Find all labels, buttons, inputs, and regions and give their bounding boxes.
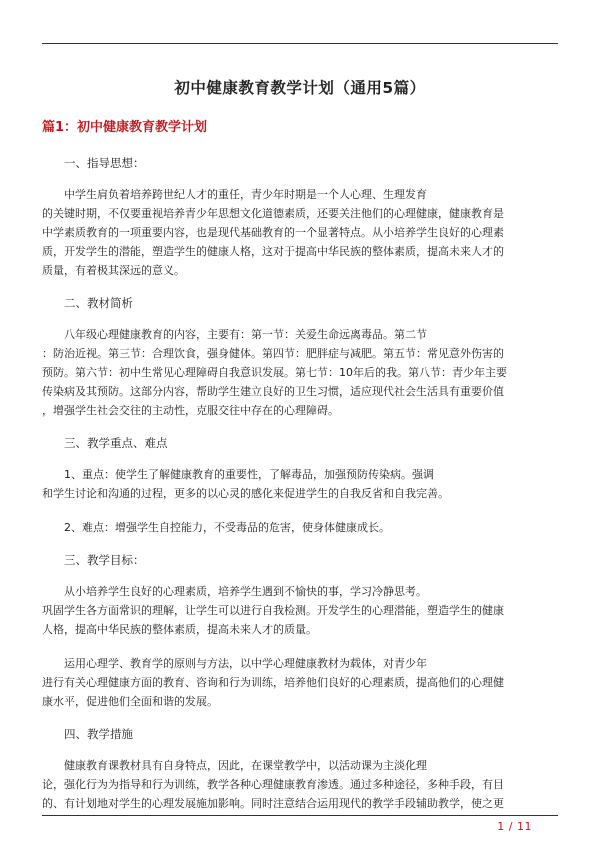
paragraph-line: 质，开发学生的潜能，塑造学生的健康人格，这对于提高中华民族的整体素质，提高未来人才的 bbox=[42, 245, 504, 258]
footer-rule bbox=[42, 815, 558, 816]
article-title: 篇1：初中健康教育教学计划 bbox=[42, 120, 208, 135]
paragraph-line: 进行有关心理健康方面的教育、咨询和行为训练，培养他们良好的心理素质，提高他们的心理健 bbox=[42, 676, 504, 689]
paragraph-line: 的关键时期，不仅要重视培养青少年思想文化道德素质，还要关注他们的心理健康，健康教育是 bbox=[42, 207, 504, 220]
paragraph-line: 中学生肩负着培养跨世纪人才的重任，青少年时期是一个人心理、生理发育 bbox=[64, 188, 427, 201]
paragraph-line: 2、难点：增强学生自控能力，不受毒品的危害，使身体健康成长。 bbox=[64, 521, 390, 534]
paragraph-line: 八年级心理健康教育的内容，主要有：第一节：关爱生命远离毒品。第二节 bbox=[64, 328, 427, 341]
paragraph-line: 康水平，促进他们全面和谐的发展。 bbox=[42, 695, 218, 708]
section-heading-key-points: 三、教学重点、难点 bbox=[64, 436, 168, 450]
paragraph bbox=[42, 185, 558, 280]
paragraph-line: 健康教育课教材具有自身特点，因此，在课堂教学中，以活动课为主淡化理 bbox=[64, 759, 427, 772]
paragraph-line: 中学素质教育的一项重要内容，也是现代基础教育的一个显著特点。从小培养学生良好的心理素 bbox=[42, 226, 504, 239]
document-body bbox=[42, 76, 558, 828]
section-heading-guiding-thought: 一、指导思想： bbox=[64, 156, 145, 170]
paragraph-line: ：防治近视。第三节：合理饮食，强身健体。第四节：肥胖症与减肥。第五节：常见意外伤害的 bbox=[42, 347, 504, 360]
paragraph bbox=[42, 756, 558, 813]
paragraph-line: 论，强化行为为指导和行为训练，教学各种心理健康教育渗透。通过多种途径，多种手段，有目 bbox=[42, 778, 504, 791]
paragraph-line: 和学生讨论和沟通的过程，更多的以心灵的感化来促进学生的自我反省和自我完善。 bbox=[42, 487, 449, 500]
paragraph-line: 巩固学生各方面常识的理解，让学生可以进行自我检测。开发学生的心理潜能，塑造学生的健康 bbox=[42, 604, 504, 617]
paragraph-line: 从小培养学生良好的心理素质，培养学生遇到不愉快的事，学习冷静思考。 bbox=[64, 585, 427, 598]
paragraph bbox=[42, 325, 558, 420]
paragraph-line: 人格，提高中华民族的整体素质，提高未来人才的质量。 bbox=[42, 623, 317, 636]
page-indicator: 1 / 11 bbox=[497, 820, 532, 833]
paragraph bbox=[42, 465, 558, 503]
paragraph-line: 传染病及其预防。这部分内容，帮助学生建立良好的卫生习惯，适应现代社会生活具有重要价值 bbox=[42, 385, 504, 398]
header-rule bbox=[42, 43, 558, 44]
paragraph-line: ，增强学生社会交往的主动性，克服交往中存在的心理障碍。 bbox=[42, 404, 339, 417]
paragraph-line: 1、重点：使学生了解健康教育的重要性，了解毒品，加强预防传染病。强调 bbox=[64, 468, 434, 481]
section-heading-teaching-measures: 四、教学措施 bbox=[64, 727, 133, 741]
section-heading-textbook-analysis: 二、教材简析 bbox=[64, 296, 133, 310]
paragraph-line: 的、有计划地对学生的心理发展施加影响。同时注意结合运用现代的教学手段辅助教学，使之更 bbox=[42, 797, 504, 810]
paragraph bbox=[42, 654, 558, 711]
paragraph bbox=[42, 582, 558, 639]
paragraph bbox=[42, 518, 558, 537]
section-heading-teaching-goals: 三、教学目标： bbox=[64, 553, 145, 567]
paragraph-line: 运用心理学、教育学的原则与方法，以中学心理健康教材为载体，对青少年 bbox=[64, 657, 427, 670]
paragraph-line: 质量，有着极其深远的意义。 bbox=[42, 264, 185, 277]
document-title: 初中健康教育教学计划（通用5篇） bbox=[174, 79, 426, 97]
paragraph-line: 预防。第六节：初中生常见心理障碍自我意识发展。第七节：10年后的我。第八节：青少年主要 bbox=[42, 366, 507, 379]
